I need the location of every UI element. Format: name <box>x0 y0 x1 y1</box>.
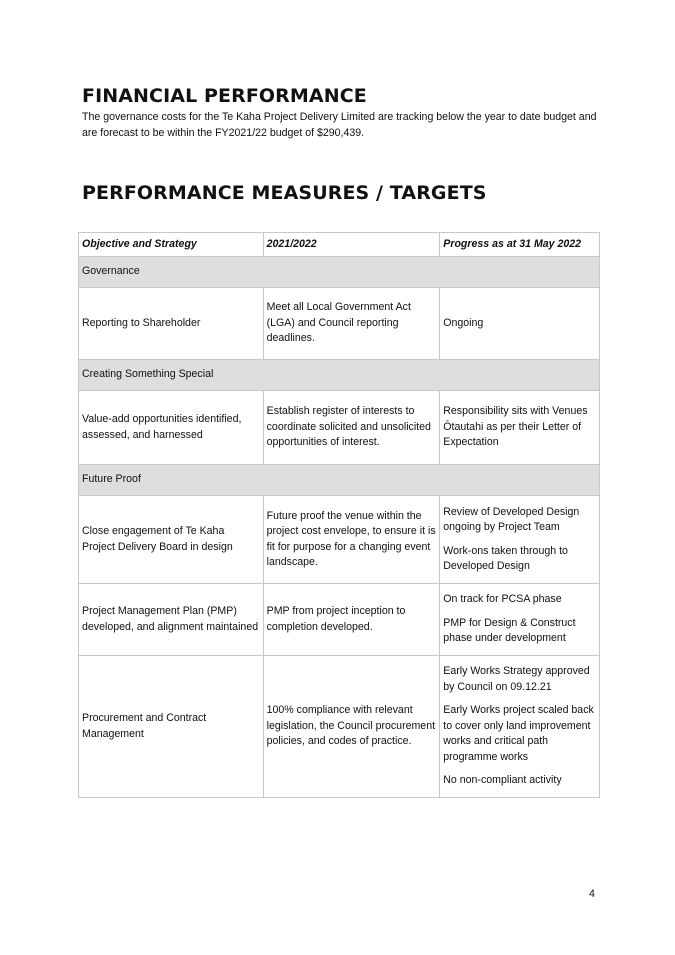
target-cell: Meet all Local Government Act (LGA) and Council reporting deadlines. <box>263 288 440 360</box>
table-header-row <box>79 233 600 257</box>
target-cell: Future proof the venue within the project cost envelope, to ensure it is fit for purpose for a changing event landscape. <box>263 496 440 584</box>
progress-item: Early Works project scaled back to cover only land improvement works and critical path programme works <box>443 704 594 763</box>
section-row-creating-something-special <box>79 360 600 391</box>
progress-item: On track for PCSA phase <box>443 593 562 606</box>
column-header-year: 2021/2022 <box>263 233 440 257</box>
progress-item: PMP for Design & Construct phase under development <box>443 616 576 645</box>
target-cell: PMP from project inception to completion developed. <box>263 584 440 656</box>
section-title: Creating Something Special <box>79 360 600 391</box>
progress-item: Early Works Strategy approved by Council on 09.12.21 <box>443 665 590 693</box>
objective-cell: Reporting to Shareholder <box>79 288 264 360</box>
objective-cell: Value-add opportunities identified, assessed, and harnessed <box>79 391 264 465</box>
progress-cell <box>440 584 600 656</box>
financial-performance-heading: FINANCIAL PERFORMANCE <box>82 85 367 107</box>
page-number: 4 <box>589 888 595 900</box>
table-row <box>79 391 600 465</box>
column-header-objective: Objective and Strategy <box>79 233 264 257</box>
table-row <box>79 288 600 360</box>
objective-cell: Close engagement of Te Kaha Project Delivery Board in design <box>79 496 264 584</box>
target-cell: Establish register of interests to coordinate solicited and unsolicited opportunities of interest. <box>263 391 440 465</box>
target-cell: 100% compliance with relevant legislation, the Council procurement policies, and codes of practice. <box>263 656 440 798</box>
section-row-future-proof <box>79 465 600 496</box>
section-title: Future Proof <box>79 465 600 496</box>
progress-item: Responsibility sits with Venues Ōtautahi as per their Letter of Expectation <box>443 405 588 449</box>
financial-performance-paragraph: The governance costs for the Te Kaha Project Delivery Limited are tracking below the year to date budget and are forecast to be within the FY2021/22 budget of $290,439. <box>82 111 597 139</box>
progress-item: Work-ons taken through to Developed Design <box>443 544 568 572</box>
section-title: Governance <box>79 257 600 288</box>
table-row <box>79 584 600 656</box>
progress-item: No non-compliant activity <box>443 774 562 787</box>
section-row-governance <box>79 257 600 288</box>
objective-cell: Project Management Plan (PMP) developed, and alignment maintained <box>79 584 264 656</box>
performance-measures-heading: PERFORMANCE MEASURES / TARGETS <box>82 182 487 204</box>
performance-measures-table <box>78 232 600 798</box>
progress-cell <box>440 656 600 798</box>
progress-cell <box>440 496 600 584</box>
table-row <box>79 496 600 584</box>
objective-cell: Procurement and Contract Management <box>79 656 264 798</box>
progress-cell <box>440 288 600 360</box>
table-row <box>79 656 600 798</box>
progress-cell <box>440 391 600 465</box>
column-header-progress: Progress as at 31 May 2022 <box>440 233 600 257</box>
progress-item: Ongoing <box>443 316 484 329</box>
progress-item: Review of Developed Design ongoing by Project Team <box>443 505 580 533</box>
